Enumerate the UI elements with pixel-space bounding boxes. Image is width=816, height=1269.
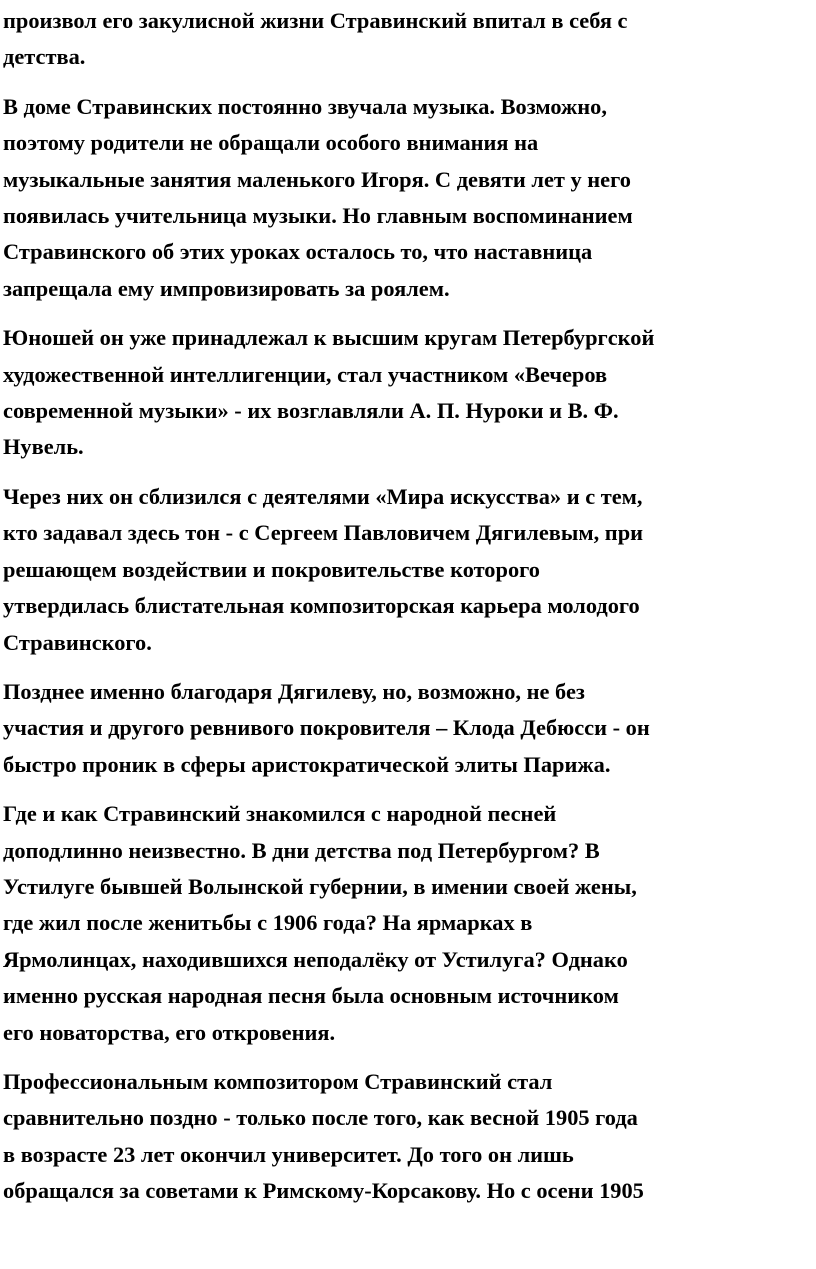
text-line: участия и другого ревнивого покровителя – Клода Дебюсси - он: [3, 715, 650, 741]
text-line: Ярмолинцах, находившихся неподалёку от Устилуга? Однако: [3, 946, 628, 972]
paragraph-1: [3, 3, 816, 76]
text-line: произвол его закулисной жизни Стравинский впитал в себя с: [3, 8, 628, 33]
text-line: где жил после женитьбы с 1906 года? На ярмарках в: [3, 910, 533, 936]
paragraph-7: [3, 1064, 816, 1210]
text-line: быстро проник в сферы аристократической элиты Парижа.: [3, 751, 611, 777]
text-line: Стравинского.: [3, 629, 152, 655]
text-line: Где и как Стравинский знакомился с народной песней: [3, 801, 557, 827]
text-line: решающем воздействии и покровительстве которого: [3, 556, 540, 582]
paragraph-4: [3, 479, 816, 661]
paragraph-5: [3, 674, 816, 783]
text-line: утвердилась блистательная композиторская карьера молодого: [3, 593, 640, 619]
text-line: В доме Стравинских постоянно звучала музыка. Возможно,: [3, 93, 607, 119]
text-line: Нувель.: [3, 434, 84, 460]
text-line: именно русская народная песня была основным источником: [3, 983, 619, 1009]
text-line: поэтому родители не обращали особого внимания на: [3, 130, 539, 156]
text-line: в возрасте 23 лет окончил университет. До того он лишь: [3, 1141, 574, 1167]
text-line: Устилуге бывшей Волынской губернии, в имении своей жены,: [3, 873, 637, 899]
text-line: Профессиональным композитором Стравинский стал: [3, 1068, 553, 1094]
text-line: доподлинно неизвестно. В дни детства под Петербургом? В: [3, 837, 600, 863]
text-line: появилась учительница музыки. Но главным воспоминанием: [3, 203, 633, 229]
text-line: детства.: [3, 44, 86, 70]
text-line: музыкальные занятия маленького Игоря. С девяти лет у него: [3, 166, 631, 192]
text-line: запрещала ему импровизировать за роялем.: [3, 275, 450, 301]
text-line: Стравинского об этих уроках осталось то, что наставница: [3, 239, 593, 265]
text-line: Через них он сблизился с деятелями «Мира искусства» и с тем,: [3, 483, 643, 509]
text-line: современной музыки» - их возглавляли А. П. Нуроки и В. Ф.: [3, 398, 619, 424]
text-line: Юношей он уже принадлежал к высшим кругам Петербургской: [3, 325, 655, 351]
text-line: кто задавал здесь тон - с Сергеем Павловичем Дягилевым, при: [3, 520, 644, 546]
text-line: сравнительно поздно - только после того, как весной 1905 года: [3, 1105, 638, 1131]
paragraph-3: [3, 320, 816, 466]
text-line: художественной интеллигенции, стал участником «Вечеров: [3, 361, 608, 387]
paragraph-6: [3, 796, 816, 1051]
text-line: обращался за советами к Римскому-Корсакову. Но с осени 1905: [3, 1178, 644, 1204]
paragraph-2: [3, 89, 816, 307]
text-line: Позднее именно благодаря Дягилеву, но, возможно, не без: [3, 678, 585, 704]
text-line: его новаторства, его откровения.: [3, 1019, 336, 1045]
